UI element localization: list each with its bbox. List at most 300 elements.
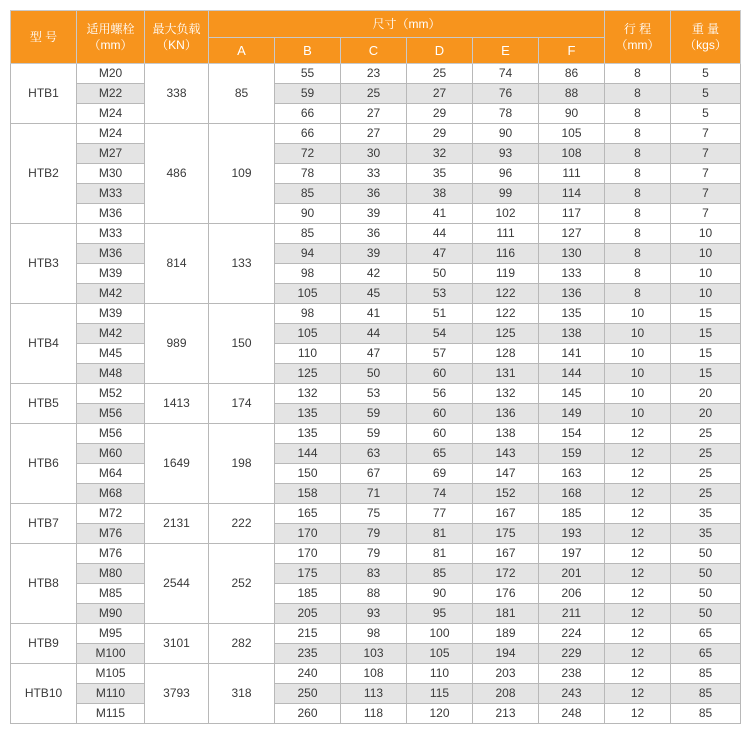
header-dim-a: A xyxy=(209,38,275,64)
dim-c-cell: 71 xyxy=(341,484,407,504)
dim-b-cell: 59 xyxy=(275,84,341,104)
table-row xyxy=(11,304,741,324)
dim-b-cell: 185 xyxy=(275,584,341,604)
spec-table-container xyxy=(10,10,740,724)
bolt-cell: M52 xyxy=(77,384,145,404)
dim-c-cell: 67 xyxy=(341,464,407,484)
dim-c-cell: 88 xyxy=(341,584,407,604)
dim-c-cell: 83 xyxy=(341,564,407,584)
dim-c-cell: 47 xyxy=(341,344,407,364)
weight-cell: 10 xyxy=(671,244,741,264)
dim-e-cell: 167 xyxy=(473,504,539,524)
header-dim-e: E xyxy=(473,38,539,64)
load-cell: 486 xyxy=(145,124,209,224)
dim-e-cell: 203 xyxy=(473,664,539,684)
table-row xyxy=(11,524,741,544)
dim-d-cell: 57 xyxy=(407,344,473,364)
dim-c-cell: 41 xyxy=(341,304,407,324)
dim-c-cell: 63 xyxy=(341,444,407,464)
dim-e-cell: 167 xyxy=(473,544,539,564)
dim-e-cell: 175 xyxy=(473,524,539,544)
dim-d-cell: 81 xyxy=(407,524,473,544)
table-row xyxy=(11,104,741,124)
bolt-cell: M39 xyxy=(77,304,145,324)
weight-cell: 35 xyxy=(671,524,741,544)
dim-d-cell: 120 xyxy=(407,704,473,724)
model-cell: HTB3 xyxy=(11,224,77,304)
table-row xyxy=(11,284,741,304)
dim-b-cell: 135 xyxy=(275,404,341,424)
dim-c-cell: 39 xyxy=(341,204,407,224)
weight-cell: 20 xyxy=(671,404,741,424)
bolt-cell: M56 xyxy=(77,424,145,444)
load-cell: 1413 xyxy=(145,384,209,424)
dim-e-cell: 122 xyxy=(473,304,539,324)
dim-b-cell: 205 xyxy=(275,604,341,624)
stroke-cell: 12 xyxy=(605,544,671,564)
dim-f-cell: 130 xyxy=(539,244,605,264)
bolt-cell: M72 xyxy=(77,504,145,524)
dim-f-cell: 229 xyxy=(539,644,605,664)
dim-e-cell: 152 xyxy=(473,484,539,504)
dim-c-cell: 45 xyxy=(341,284,407,304)
dim-b-cell: 235 xyxy=(275,644,341,664)
dim-e-cell: 189 xyxy=(473,624,539,644)
dim-e-cell: 136 xyxy=(473,404,539,424)
stroke-cell: 8 xyxy=(605,84,671,104)
header-dim-f: F xyxy=(539,38,605,64)
bolt-cell: M27 xyxy=(77,144,145,164)
dim-d-cell: 81 xyxy=(407,544,473,564)
bolt-cell: M22 xyxy=(77,84,145,104)
table-row xyxy=(11,604,741,624)
table-row xyxy=(11,384,741,404)
dim-d-cell: 60 xyxy=(407,424,473,444)
dim-d-cell: 41 xyxy=(407,204,473,224)
dim-c-cell: 44 xyxy=(341,324,407,344)
weight-cell: 5 xyxy=(671,84,741,104)
header-load-unit: （KN） xyxy=(156,38,197,52)
table-row xyxy=(11,664,741,684)
load-cell: 1649 xyxy=(145,424,209,504)
bolt-cell: M105 xyxy=(77,664,145,684)
table-row xyxy=(11,404,741,424)
stroke-cell: 12 xyxy=(605,684,671,704)
table-header xyxy=(11,11,741,64)
dim-b-cell: 165 xyxy=(275,504,341,524)
dim-e-cell: 90 xyxy=(473,124,539,144)
dim-e-cell: 176 xyxy=(473,584,539,604)
stroke-cell: 10 xyxy=(605,304,671,324)
dim-d-cell: 53 xyxy=(407,284,473,304)
dim-b-cell: 55 xyxy=(275,64,341,84)
dim-d-cell: 27 xyxy=(407,84,473,104)
model-cell: HTB8 xyxy=(11,544,77,624)
weight-cell: 15 xyxy=(671,344,741,364)
dim-f-cell: 127 xyxy=(539,224,605,244)
table-row xyxy=(11,564,741,584)
dim-c-cell: 59 xyxy=(341,404,407,424)
dim-e-cell: 78 xyxy=(473,104,539,124)
load-cell: 2131 xyxy=(145,504,209,544)
dim-d-cell: 105 xyxy=(407,644,473,664)
load-cell: 989 xyxy=(145,304,209,384)
dim-e-cell: 76 xyxy=(473,84,539,104)
stroke-cell: 8 xyxy=(605,244,671,264)
stroke-cell: 12 xyxy=(605,484,671,504)
dim-d-cell: 60 xyxy=(407,364,473,384)
weight-cell: 15 xyxy=(671,364,741,384)
dim-c-cell: 93 xyxy=(341,604,407,624)
weight-cell: 35 xyxy=(671,504,741,524)
load-cell: 3101 xyxy=(145,624,209,664)
dim-d-cell: 74 xyxy=(407,484,473,504)
dim-d-cell: 50 xyxy=(407,264,473,284)
dim-f-cell: 211 xyxy=(539,604,605,624)
load-cell: 3793 xyxy=(145,664,209,724)
dim-e-cell: 93 xyxy=(473,144,539,164)
stroke-cell: 10 xyxy=(605,404,671,424)
bolt-cell: M76 xyxy=(77,524,145,544)
dim-f-cell: 144 xyxy=(539,364,605,384)
bolt-cell: M33 xyxy=(77,224,145,244)
dim-b-cell: 170 xyxy=(275,524,341,544)
dim-e-cell: 128 xyxy=(473,344,539,364)
weight-cell: 5 xyxy=(671,64,741,84)
dim-b-cell: 170 xyxy=(275,544,341,564)
dim-e-cell: 138 xyxy=(473,424,539,444)
dim-f-cell: 141 xyxy=(539,344,605,364)
weight-cell: 85 xyxy=(671,704,741,724)
dim-d-cell: 38 xyxy=(407,184,473,204)
stroke-cell: 8 xyxy=(605,124,671,144)
dim-d-cell: 29 xyxy=(407,104,473,124)
table-row xyxy=(11,424,741,444)
dim-f-cell: 168 xyxy=(539,484,605,504)
dim-e-cell: 116 xyxy=(473,244,539,264)
dim-d-cell: 95 xyxy=(407,604,473,624)
model-cell: HTB1 xyxy=(11,64,77,124)
dim-f-cell: 88 xyxy=(539,84,605,104)
dim-c-cell: 27 xyxy=(341,104,407,124)
bolt-cell: M39 xyxy=(77,264,145,284)
table-row xyxy=(11,364,741,384)
dim-d-cell: 65 xyxy=(407,444,473,464)
table-row xyxy=(11,124,741,144)
dim-d-cell: 100 xyxy=(407,624,473,644)
table-row xyxy=(11,484,741,504)
dim-f-cell: 201 xyxy=(539,564,605,584)
dim-b-cell: 158 xyxy=(275,484,341,504)
weight-cell: 50 xyxy=(671,604,741,624)
bolt-cell: M30 xyxy=(77,164,145,184)
weight-cell: 7 xyxy=(671,164,741,184)
dim-f-cell: 108 xyxy=(539,144,605,164)
dim-a-cell: 252 xyxy=(209,544,275,624)
dim-d-cell: 77 xyxy=(407,504,473,524)
weight-cell: 10 xyxy=(671,284,741,304)
dim-c-cell: 79 xyxy=(341,524,407,544)
table-row xyxy=(11,504,741,524)
table-row xyxy=(11,444,741,464)
bolt-cell: M90 xyxy=(77,604,145,624)
dim-a-cell: 150 xyxy=(209,304,275,384)
dim-c-cell: 108 xyxy=(341,664,407,684)
bolt-cell: M100 xyxy=(77,644,145,664)
stroke-cell: 12 xyxy=(605,424,671,444)
header-stroke xyxy=(605,11,671,64)
spec-table xyxy=(10,10,741,724)
dim-e-cell: 213 xyxy=(473,704,539,724)
weight-cell: 7 xyxy=(671,184,741,204)
header-dim-b: B xyxy=(275,38,341,64)
dim-b-cell: 150 xyxy=(275,464,341,484)
dim-e-cell: 99 xyxy=(473,184,539,204)
dim-c-cell: 50 xyxy=(341,364,407,384)
table-body xyxy=(11,64,741,724)
model-cell: HTB5 xyxy=(11,384,77,424)
table-row xyxy=(11,324,741,344)
dim-b-cell: 66 xyxy=(275,124,341,144)
bolt-cell: M45 xyxy=(77,344,145,364)
table-row xyxy=(11,644,741,664)
dim-e-cell: 122 xyxy=(473,284,539,304)
dim-a-cell: 318 xyxy=(209,664,275,724)
model-cell: HTB2 xyxy=(11,124,77,224)
dim-d-cell: 35 xyxy=(407,164,473,184)
table-row xyxy=(11,224,741,244)
table-row xyxy=(11,264,741,284)
dim-f-cell: 238 xyxy=(539,664,605,684)
weight-cell: 85 xyxy=(671,684,741,704)
stroke-cell: 12 xyxy=(605,704,671,724)
table-row xyxy=(11,344,741,364)
header-model: 型 号 xyxy=(11,11,77,64)
dim-b-cell: 215 xyxy=(275,624,341,644)
stroke-cell: 12 xyxy=(605,584,671,604)
dim-c-cell: 39 xyxy=(341,244,407,264)
stroke-cell: 12 xyxy=(605,664,671,684)
dim-f-cell: 145 xyxy=(539,384,605,404)
weight-cell: 10 xyxy=(671,264,741,284)
dim-b-cell: 98 xyxy=(275,304,341,324)
dim-e-cell: 102 xyxy=(473,204,539,224)
stroke-cell: 8 xyxy=(605,184,671,204)
dim-f-cell: 159 xyxy=(539,444,605,464)
dim-b-cell: 175 xyxy=(275,564,341,584)
bolt-cell: M64 xyxy=(77,464,145,484)
header-bolt xyxy=(77,11,145,64)
bolt-cell: M33 xyxy=(77,184,145,204)
header-dim-c: C xyxy=(341,38,407,64)
header-load xyxy=(145,11,209,64)
weight-cell: 50 xyxy=(671,584,741,604)
weight-cell: 5 xyxy=(671,104,741,124)
dim-f-cell: 185 xyxy=(539,504,605,524)
dim-d-cell: 69 xyxy=(407,464,473,484)
dim-d-cell: 110 xyxy=(407,664,473,684)
dim-c-cell: 33 xyxy=(341,164,407,184)
dim-c-cell: 36 xyxy=(341,184,407,204)
dim-e-cell: 172 xyxy=(473,564,539,584)
load-cell: 338 xyxy=(145,64,209,124)
header-stroke-title: 行 程 xyxy=(623,21,652,36)
dim-f-cell: 105 xyxy=(539,124,605,144)
dim-b-cell: 125 xyxy=(275,364,341,384)
dim-c-cell: 118 xyxy=(341,704,407,724)
table-row xyxy=(11,704,741,724)
dim-f-cell: 243 xyxy=(539,684,605,704)
dim-f-cell: 149 xyxy=(539,404,605,424)
dim-b-cell: 72 xyxy=(275,144,341,164)
dim-c-cell: 98 xyxy=(341,624,407,644)
stroke-cell: 10 xyxy=(605,344,671,364)
dim-e-cell: 208 xyxy=(473,684,539,704)
bolt-cell: M95 xyxy=(77,624,145,644)
dim-e-cell: 194 xyxy=(473,644,539,664)
weight-cell: 25 xyxy=(671,424,741,444)
dim-f-cell: 133 xyxy=(539,264,605,284)
dim-f-cell: 224 xyxy=(539,624,605,644)
dim-d-cell: 54 xyxy=(407,324,473,344)
dim-b-cell: 94 xyxy=(275,244,341,264)
dim-f-cell: 193 xyxy=(539,524,605,544)
bolt-cell: M36 xyxy=(77,244,145,264)
header-dimensions: 尺寸（mm） xyxy=(209,11,605,38)
dim-b-cell: 260 xyxy=(275,704,341,724)
stroke-cell: 12 xyxy=(605,564,671,584)
bolt-cell: M56 xyxy=(77,404,145,424)
dim-b-cell: 135 xyxy=(275,424,341,444)
dim-d-cell: 25 xyxy=(407,64,473,84)
dim-e-cell: 119 xyxy=(473,264,539,284)
dim-d-cell: 90 xyxy=(407,584,473,604)
dim-a-cell: 174 xyxy=(209,384,275,424)
dim-b-cell: 132 xyxy=(275,384,341,404)
table-row xyxy=(11,624,741,644)
dim-e-cell: 143 xyxy=(473,444,539,464)
table-row xyxy=(11,64,741,84)
dim-a-cell: 198 xyxy=(209,424,275,504)
header-bolt-title: 适用螺栓 xyxy=(86,21,135,36)
dim-b-cell: 110 xyxy=(275,344,341,364)
dim-e-cell: 147 xyxy=(473,464,539,484)
bolt-cell: M42 xyxy=(77,324,145,344)
dim-d-cell: 85 xyxy=(407,564,473,584)
weight-cell: 10 xyxy=(671,224,741,244)
table-row xyxy=(11,684,741,704)
dim-d-cell: 51 xyxy=(407,304,473,324)
dim-a-cell: 133 xyxy=(209,224,275,304)
dim-f-cell: 86 xyxy=(539,64,605,84)
weight-cell: 7 xyxy=(671,204,741,224)
dim-d-cell: 56 xyxy=(407,384,473,404)
dim-c-cell: 113 xyxy=(341,684,407,704)
weight-cell: 15 xyxy=(671,324,741,344)
model-cell: HTB4 xyxy=(11,304,77,384)
dim-d-cell: 32 xyxy=(407,144,473,164)
bolt-cell: M110 xyxy=(77,684,145,704)
dim-c-cell: 103 xyxy=(341,644,407,664)
dim-a-cell: 222 xyxy=(209,504,275,544)
weight-cell: 25 xyxy=(671,464,741,484)
bolt-cell: M115 xyxy=(77,704,145,724)
stroke-cell: 12 xyxy=(605,524,671,544)
stroke-cell: 10 xyxy=(605,384,671,404)
bolt-cell: M48 xyxy=(77,364,145,384)
dim-b-cell: 250 xyxy=(275,684,341,704)
model-cell: HTB9 xyxy=(11,624,77,664)
dim-f-cell: 197 xyxy=(539,544,605,564)
dim-e-cell: 181 xyxy=(473,604,539,624)
dim-c-cell: 23 xyxy=(341,64,407,84)
stroke-cell: 8 xyxy=(605,204,671,224)
dim-e-cell: 132 xyxy=(473,384,539,404)
dim-e-cell: 111 xyxy=(473,224,539,244)
load-cell: 814 xyxy=(145,224,209,304)
stroke-cell: 8 xyxy=(605,284,671,304)
dim-f-cell: 117 xyxy=(539,204,605,224)
table-row xyxy=(11,84,741,104)
header-weight xyxy=(671,11,741,64)
dim-c-cell: 75 xyxy=(341,504,407,524)
dim-f-cell: 206 xyxy=(539,584,605,604)
stroke-cell: 8 xyxy=(605,224,671,244)
dim-f-cell: 114 xyxy=(539,184,605,204)
table-row xyxy=(11,544,741,564)
dim-d-cell: 44 xyxy=(407,224,473,244)
dim-c-cell: 59 xyxy=(341,424,407,444)
weight-cell: 65 xyxy=(671,624,741,644)
stroke-cell: 12 xyxy=(605,504,671,524)
dim-d-cell: 29 xyxy=(407,124,473,144)
weight-cell: 85 xyxy=(671,664,741,684)
weight-cell: 15 xyxy=(671,304,741,324)
bolt-cell: M60 xyxy=(77,444,145,464)
stroke-cell: 10 xyxy=(605,324,671,344)
dim-d-cell: 115 xyxy=(407,684,473,704)
weight-cell: 20 xyxy=(671,384,741,404)
dim-b-cell: 90 xyxy=(275,204,341,224)
table-row xyxy=(11,244,741,264)
bolt-cell: M20 xyxy=(77,64,145,84)
dim-a-cell: 282 xyxy=(209,624,275,664)
bolt-cell: M68 xyxy=(77,484,145,504)
bolt-cell: M24 xyxy=(77,124,145,144)
dim-b-cell: 105 xyxy=(275,324,341,344)
dim-f-cell: 138 xyxy=(539,324,605,344)
table-row xyxy=(11,164,741,184)
stroke-cell: 8 xyxy=(605,104,671,124)
dim-c-cell: 79 xyxy=(341,544,407,564)
dim-c-cell: 30 xyxy=(341,144,407,164)
dim-d-cell: 60 xyxy=(407,404,473,424)
dim-c-cell: 42 xyxy=(341,264,407,284)
header-weight-title: 重 量 xyxy=(691,21,720,36)
header-stroke-unit: （mm） xyxy=(615,38,660,52)
dim-f-cell: 154 xyxy=(539,424,605,444)
dim-a-cell: 85 xyxy=(209,64,275,124)
dim-f-cell: 90 xyxy=(539,104,605,124)
weight-cell: 7 xyxy=(671,144,741,164)
dim-f-cell: 111 xyxy=(539,164,605,184)
header-load-title: 最大负载 xyxy=(152,21,201,36)
stroke-cell: 8 xyxy=(605,64,671,84)
header-weight-unit: （kgs） xyxy=(684,38,727,52)
dim-b-cell: 240 xyxy=(275,664,341,684)
dim-b-cell: 85 xyxy=(275,224,341,244)
stroke-cell: 12 xyxy=(605,644,671,664)
